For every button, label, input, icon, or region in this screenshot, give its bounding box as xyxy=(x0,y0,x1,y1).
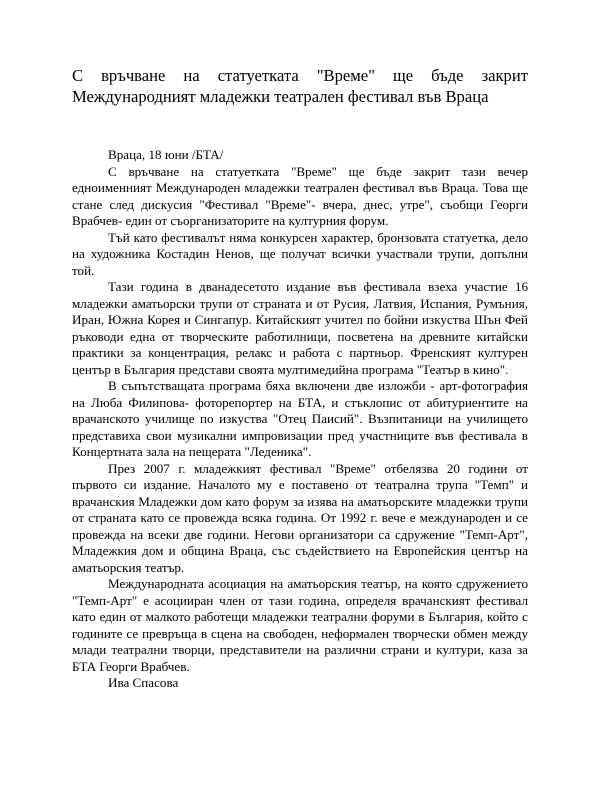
author-name: Ива Спасова xyxy=(108,675,179,690)
article-title: С връчване на статуетката "Време" ще бъде закрит Международният младежки театрален фестивал във Враца xyxy=(72,66,528,106)
article-body xyxy=(72,147,528,692)
paragraph: През 2007 г. младежкият фестивал "Време" отбелязва 20 години от първото си издание. Началото му е поставено от театрална трупа "Темп" и врачанския Младежки дом като форум за изява на аматьорските младежки трупи от страната като се провежда всяка година. От 1992 г. вече е международен и се провежда на всеки две години. Негови организатори са сдружение "Темп-Арт", Младежкия дом и община Враца, със съдействието на Европейския център на аматьорския театър. xyxy=(72,460,528,575)
paragraph: С връчване на статуетката "Време" ще бъде закрит тази вечер едноименният Международен младежки театрален фестивал във Враца. Това ще стане след дискусия "Фестивал "Време"- вчера, днес, утре", съобщи Георги Врабчев- един от съорганизаторите на културния форум. xyxy=(72,163,528,228)
paragraph: В съпътстващата програма бяха включени две изложби - арт-фотография на Люба Филипова- фоторепортер на БТА, и стъклопис от абитуриентите на врачанското училище по изкуства "Отец Паисий". Възпитаници на училището представиха свои музикални импровизации пред участниците във фестивала в Концертната зала на пещерата "Леденика". xyxy=(72,378,528,459)
dateline: Враца, 18 юни /БТА/ xyxy=(108,147,224,162)
paragraph: Международната асоциация на аматьорския театър, на която сдружението "Темп-Арт" е асоцииран член от тази година, определя врачанският фестивал като един от малкото работещи младежки театрални форуми в България, който с годините се превръща в сцена на свободен, неформален творчески обмен между млади театрални творци, представители на различни страни и култури, каза за БТА Георги Врабчев. xyxy=(72,576,528,674)
paragraph: Тъй като фестивалът няма конкурсен характер, бронзовата статуетка, дело на художника Костадин Ненов, ще получат всички участвали трупи, допълни той. xyxy=(72,229,528,278)
paragraph: Тази година в дванадесетото издание във фестивала взеха участие 16 младежки аматьорски трупи от страната и от Русия, Латвия, Испания, Румъния, Иран, Южна Корея и Сингапур. Китайският учител по бойни изкуства Шън Фей ръководи една от творческите работилници, посветена на древните китайски практики за концентрация, релакс и работа с партньор. Френският културен център в България представи своята мултимедийна програма "Театър в кино". xyxy=(72,279,528,377)
document-page xyxy=(72,65,528,692)
